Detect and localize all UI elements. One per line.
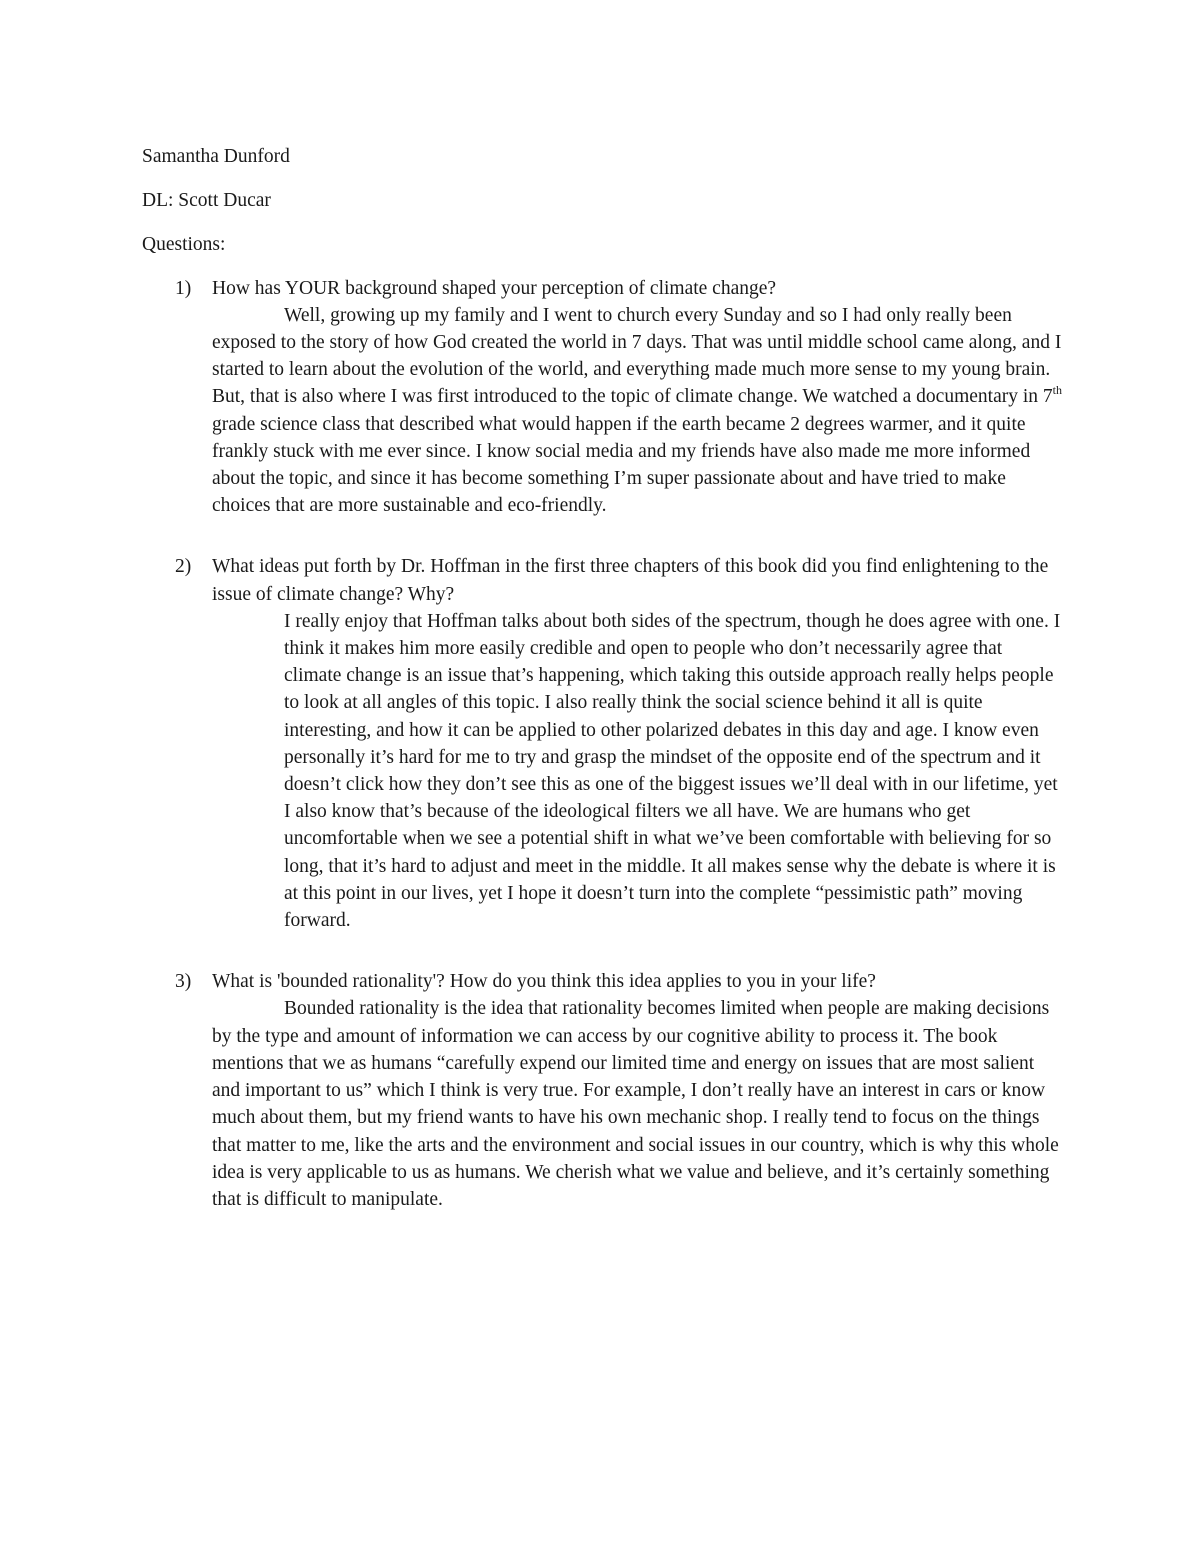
- question-text: How has YOUR background shaped your perception of climate change?: [212, 277, 777, 299]
- question-text: What is 'bounded rationality'? How do you think this idea applies to you in your life?: [212, 971, 876, 993]
- ordinal-suffix: th: [1052, 382, 1062, 397]
- answer-text: [212, 608, 1062, 934]
- answer-paragraph: I really enjoy that Hoffman talks about both sides of the spectrum, though he does agree with one. I think it makes him more easily credible and open to people who don’t necessarily agree that climate change is an issue that’s happening, which taking this outside approach really helps people to look at all angles of this topic. I also really think the social science behind it all is quite interesting, and how it can be applied to other polarized debates in this day and age. I know even personally it’s hard for me to try and grasp the mindset of the opposite end of the spectrum and it doesn’t click how they don’t see this as one of the biggest issues we’ll deal with in our lifetime, yet I also know that’s because of the ideological filters we all have. We are humans who get uncomfortable when we see a potential shift in what we’ve been comfortable with believing for so long, that it’s hard to adjust and meet in the middle. It all makes sense why the debate is where it is at this point in our lives, yet I hope it doesn’t turn into the complete “pessimistic path” moving forward.: [284, 610, 1061, 932]
- questions-list: [142, 275, 1062, 1214]
- question-number: 2): [175, 556, 192, 578]
- document-body: [142, 143, 1062, 1213]
- question-item-1: [142, 275, 1062, 520]
- answer-text-part1: Well, growing up my family and I went to church every Sunday and so I had only really been exposed to the story of how God created the world in 7 days. That was until middle school came along, and I started to learn about the evolution of the world, and everything made much more sense to my young brain. But, that is also where I was first introduced to the topic of climate change. We watched a documentary in 7: [212, 304, 1062, 408]
- question-number: 3): [175, 971, 192, 993]
- answer-text: [212, 995, 1062, 1213]
- answer-paragraph: Bounded rationality is the idea that rationality becomes limited when people are making decisions by the type and amount of information we can access by our cognitive ability to process it. The book mentions that we as humans “carefully expend our limited time and energy on issues that are most salient and important to us” which I think is very true. For example, I don’t really have an interest in cars or know much about them, but my friend wants to have his own mechanic shop. I really tend to focus on the things that matter to me, like the arts and the environment and social issues in our country, which is why this whole idea is very applicable to us as humans. We cherish what we value and believe, and it’s certainly something that is difficult to manipulate.: [212, 998, 1059, 1210]
- question-item-3: [142, 968, 1062, 1213]
- question-item-2: [142, 553, 1062, 934]
- discussion-leader: DL: Scott Ducar: [142, 190, 271, 212]
- question-number: 1): [175, 277, 192, 299]
- questions-heading: Questions:: [142, 234, 226, 256]
- author-name: Samantha Dunford: [142, 146, 290, 167]
- question-text: What ideas put forth by Dr. Hoffman in the first three chapters of this book did you find enlightening to the issue of climate change? Why?: [212, 556, 1049, 605]
- answer-text: [212, 302, 1062, 520]
- answer-text-part2: grade science class that described what would happen if the earth became 2 degrees warmer, and it quite frankly stuck with me ever since. I know social media and my friends have also made me more informed about the topic, and since it has become something I’m super passionate about and have tried to make choices that are more sustainable and eco-friendly.: [212, 413, 1031, 517]
